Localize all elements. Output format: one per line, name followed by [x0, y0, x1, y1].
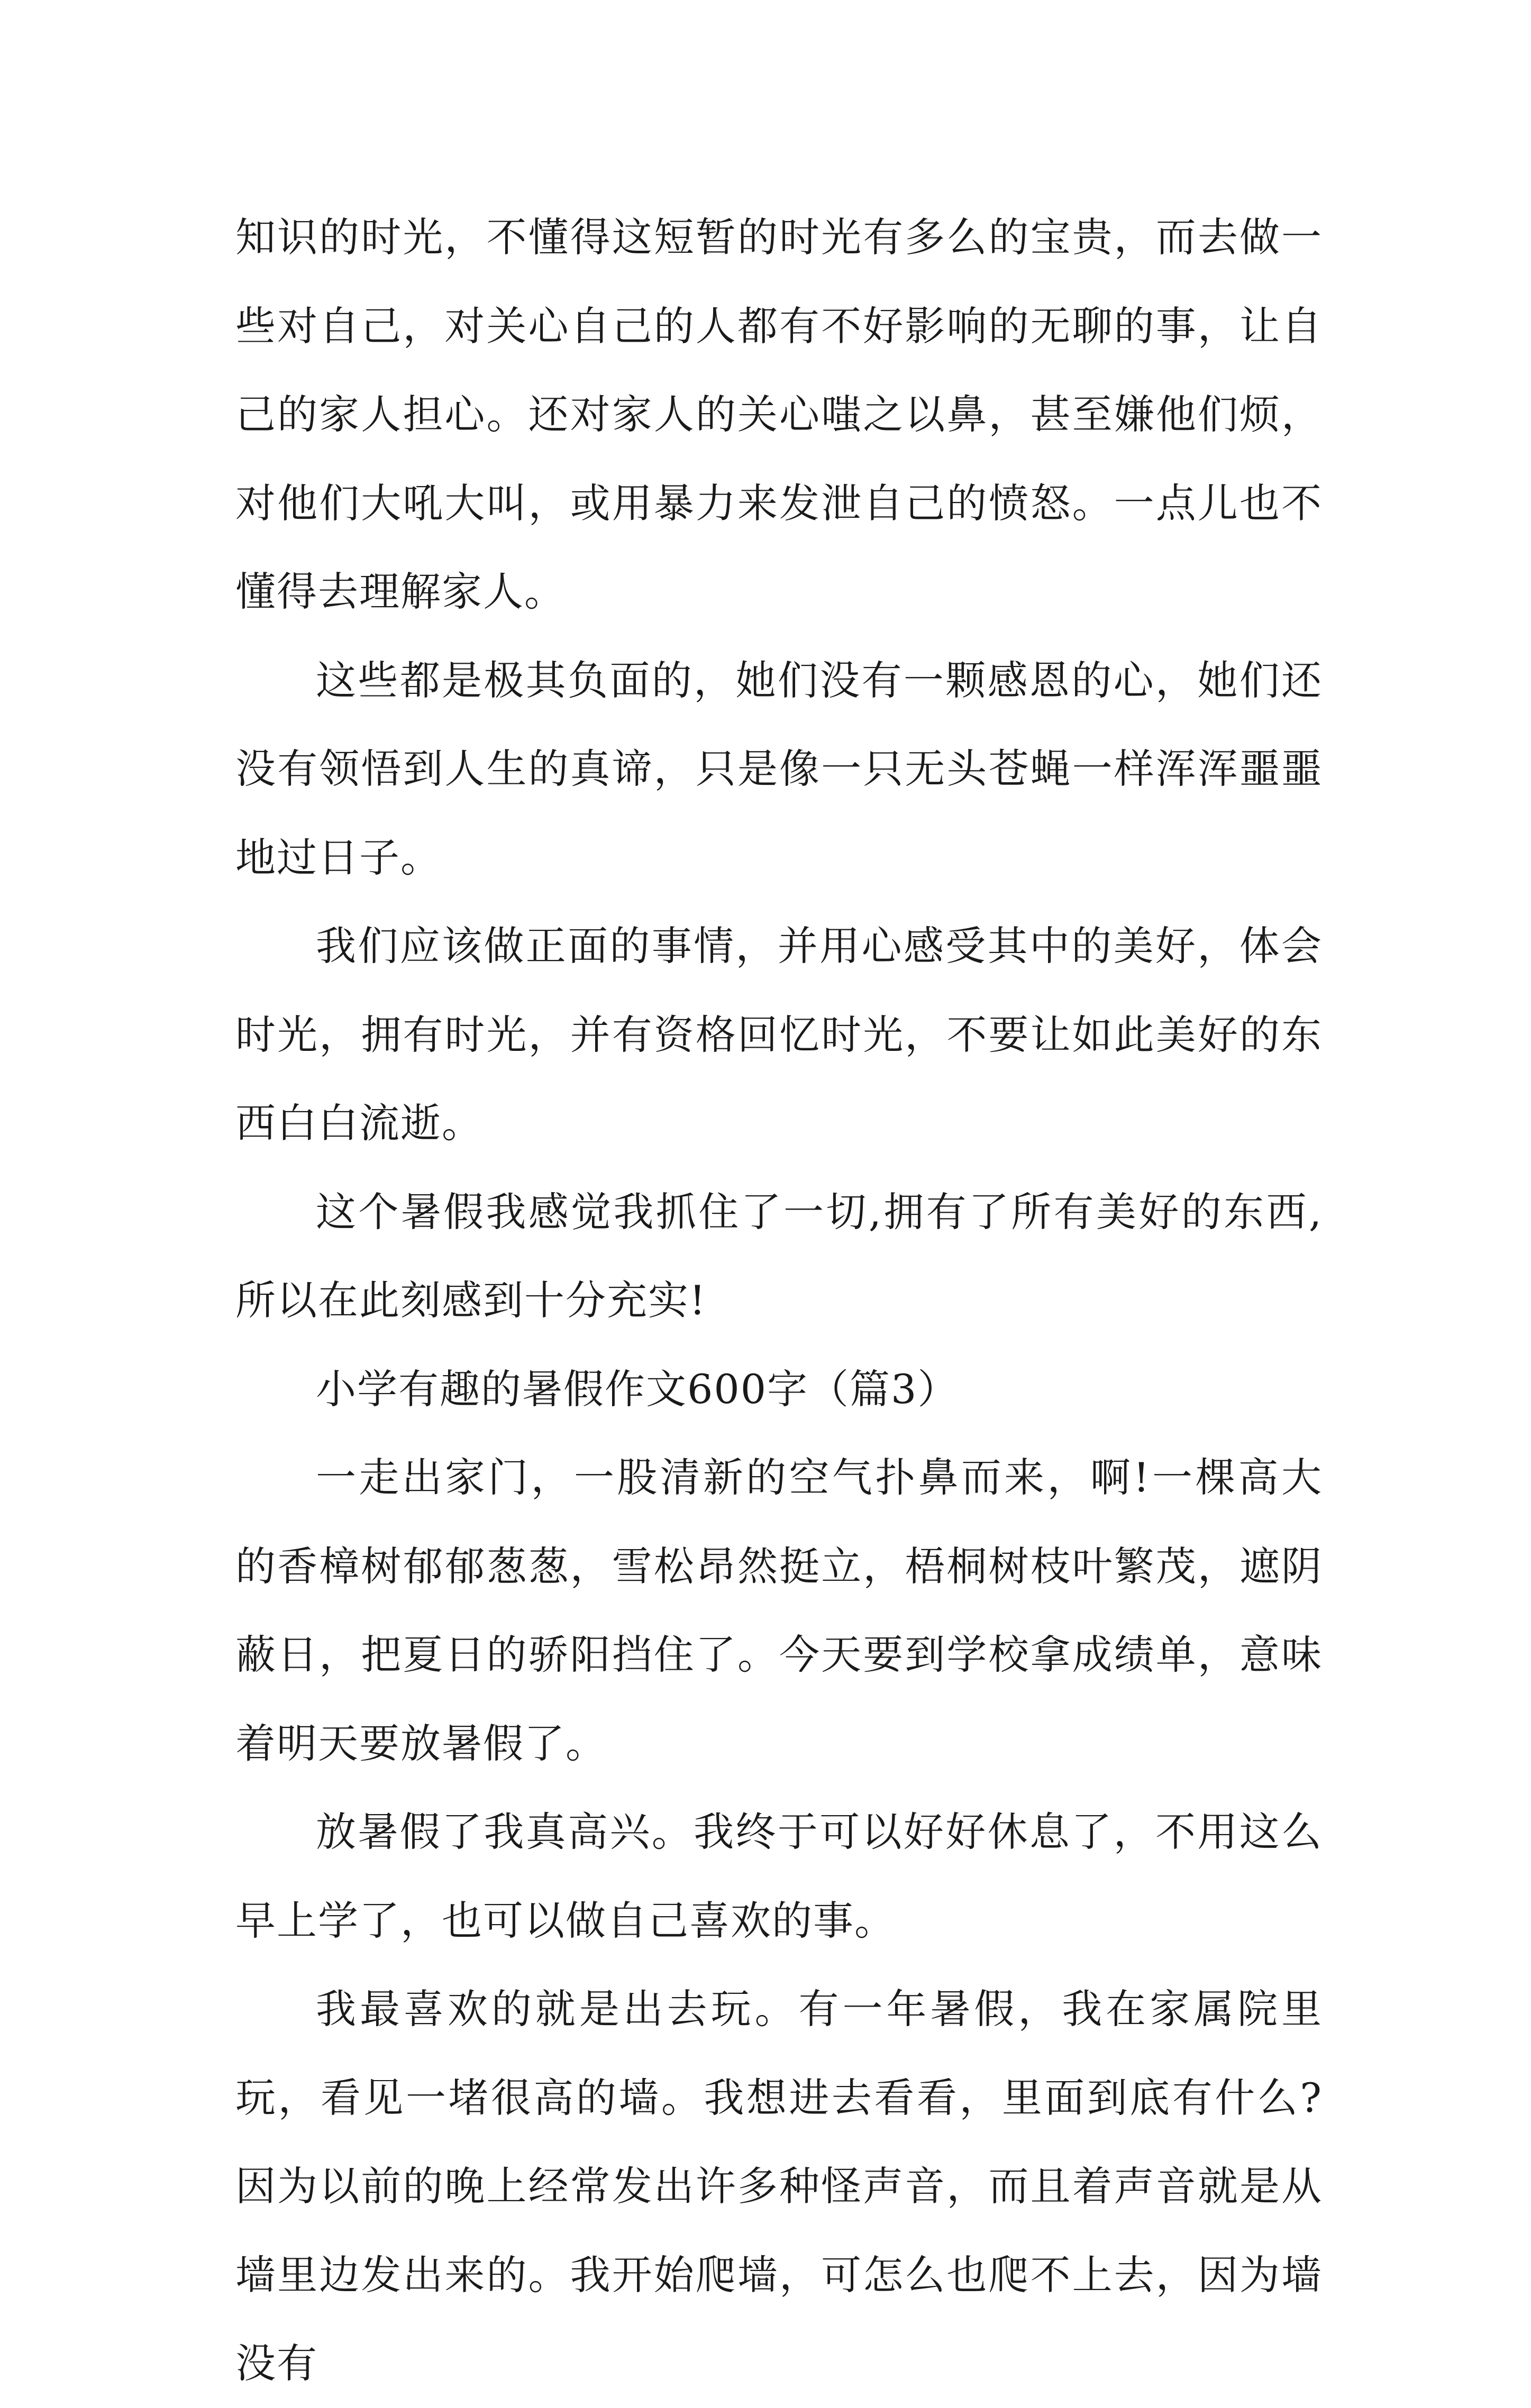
paragraph: 这些都是极其负面的，她们没有一颗感恩的心，她们还没有领悟到人生的真谛，只是像一只无头苍蝇一样浑浑噩噩地过日子。 [235, 656, 1323, 881]
paragraph: 知识的时光，不懂得这短暂的时光有多么的宝贵，而去做一些对自己，对关心自己的人都有不好影响的无聊的事，让自己的家人担心。还对家人的关心嗤之以鼻，甚至嫌他们烦，对他们大吼大叫，或用暴力来发泄自己的愤怒。一点儿也不懂得去理解家人。 [235, 214, 1323, 615]
body-text [235, 193, 1323, 2408]
paragraph: 我最喜欢的就是出去玩。有一年暑假，我在家属院里玩，看见一堵很高的墙。我想进去看看，里面到底有什么?因为以前的晚上经常发出许多种怪声音，而且着声音就是从墙里边发出来的。我开始爬墙，可怎么也爬不上去，因为墙没有 [235, 1985, 1323, 2387]
paragraph: 一走出家门，一股清新的空气扑鼻而来，啊!一棵高大的香樟树郁郁葱葱，雪松昂然挺立，梧桐树枝叶繁茂，遮阴蔽日，把夏日的骄阳挡住了。今天要到学校拿成绩单，意味着明天要放暑假了。 [235, 1454, 1323, 1767]
section-heading: 小学有趣的暑假作文600字（篇3） [316, 1365, 959, 1413]
paragraph: 放暑假了我真高兴。我终于可以好好休息了，不用这么早上学了，也可以做自己喜欢的事。 [235, 1808, 1323, 1944]
paragraph: 我们应该做正面的事情，并用心感受其中的美好，体会时光，拥有时光，并有资格回忆时光，不要让如此美好的东西白白流逝。 [235, 922, 1323, 1147]
paragraph: 这个暑假我感觉我抓住了一切,拥有了所有美好的东西,所以在此刻感到十分充实! [235, 1188, 1323, 1324]
